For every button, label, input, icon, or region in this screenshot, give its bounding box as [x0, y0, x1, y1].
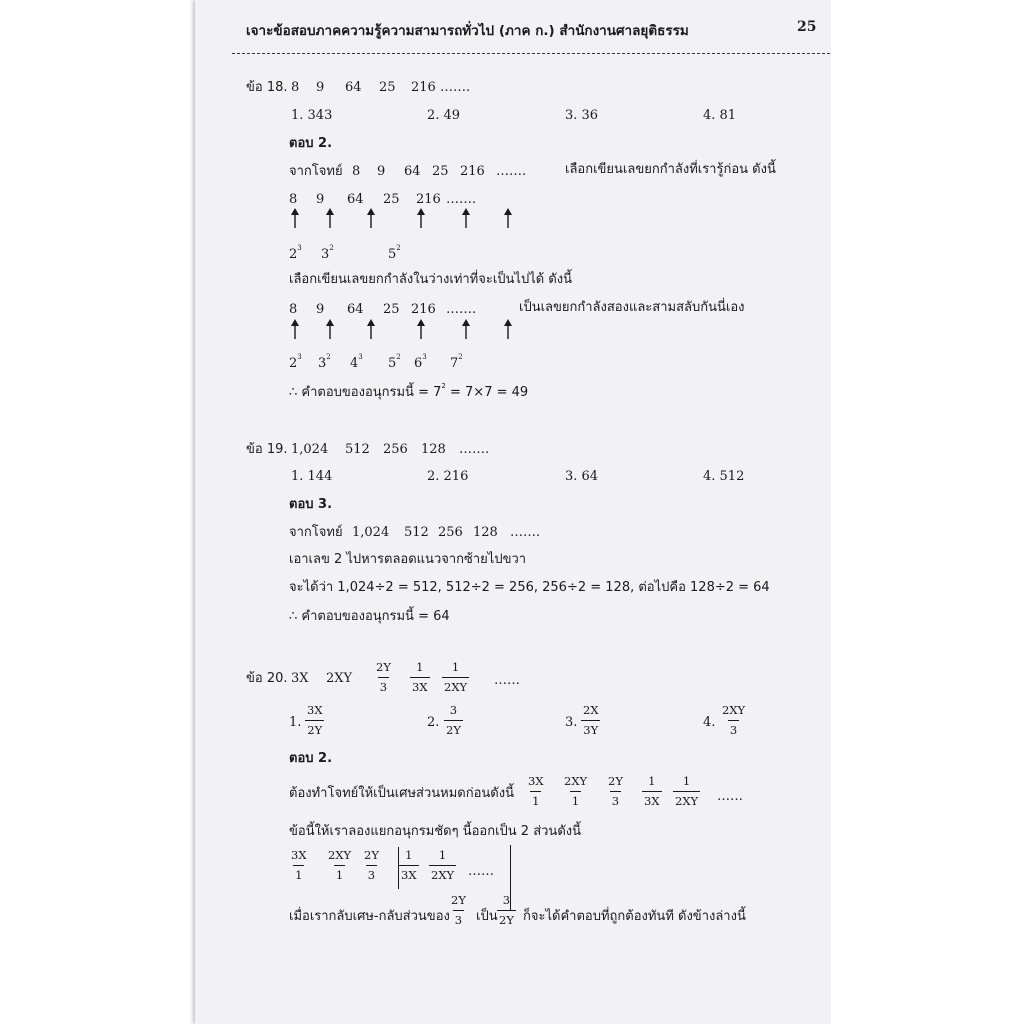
fraction: $\frac{1}{3X}$ [401, 848, 417, 882]
up-arrow-icon [365, 208, 377, 228]
seq-term: …… [468, 864, 494, 879]
choice-3: $\frac{2X}{3Y}$ [583, 703, 599, 737]
fraction: $\frac{2XY}{1}$ [328, 848, 352, 882]
seq-term: 25 [432, 164, 449, 179]
choice-4: 4. 81 [703, 108, 737, 123]
q20-label: ข้อ 20. [246, 671, 288, 686]
fraction: $\frac{2Y}{3}$ [451, 893, 466, 927]
answer: ตอบ 2. [289, 751, 333, 766]
power-term: $3^2$ [321, 244, 334, 262]
seq-term: 128 [473, 525, 498, 540]
conclusion: ∴ คำตอบของอนุกรมนี้ = $7^2 = 7\times 7 = 49$ [289, 382, 529, 400]
seq-term: 9 [316, 80, 325, 95]
seq-term: 64 [345, 80, 362, 95]
choice-1: 1. 343 [291, 108, 333, 123]
up-arrow-icon [415, 319, 427, 339]
up-arrow-icon [289, 319, 301, 339]
choice-2: 2. 49 [427, 108, 461, 123]
seq-term: 9 [316, 302, 325, 317]
fraction: $\frac{1}{3X}$ [644, 774, 660, 808]
fraction: $\frac{1}{3X}$ [412, 660, 428, 694]
fraction: $\frac{2Y}{3}$ [376, 660, 391, 694]
seq-term: 216 [411, 80, 436, 95]
q19-label: ข้อ 19. [246, 442, 288, 457]
page-header: เจาะข้อสอบภาคความรู้ความสามารถทั่วไป (ภาค ก.) สำนักงานศาลยุติธรรม [246, 23, 689, 39]
text-line: จะได้ว่า 1,024÷2 = 512, 512÷2 = 256, 256÷2 = 128, ต่อไปคือ 128÷2 = 64 [289, 580, 770, 595]
text-line: เลือกเขียนเลขยกกำลังที่เรารู้ก่อน ดังนี้ [565, 162, 776, 177]
choice-4-num: 4. [703, 715, 716, 730]
choice-3-num: 3. [565, 715, 578, 730]
choice-1: $\frac{3X}{2Y}$ [307, 703, 323, 737]
choice-2-num: 2. [427, 715, 440, 730]
power-term: $2^3$ [289, 244, 302, 262]
seq-term: 9 [316, 192, 325, 207]
seq-term: 512 [404, 525, 429, 540]
up-arrow-icon [324, 319, 336, 339]
text-line: ต้องทำโจทย์ให้เป็นเศษส่วนหมดก่อนดังนี้ [289, 786, 514, 801]
text-line: เป็นเลขยกกำลังสองและสามสลับกันนี่เอง [519, 300, 745, 315]
answer: ตอบ 2. [289, 136, 333, 151]
seq-term: ……. [446, 302, 477, 317]
power-term: $5^2$ [388, 244, 401, 262]
fraction: $\frac{1}{2XY}$ [675, 774, 699, 808]
seq-term: 256 [383, 442, 408, 457]
up-arrow-icon [502, 208, 514, 228]
fraction: $\frac{3X}{1}$ [291, 848, 307, 882]
seq-term: 512 [345, 442, 370, 457]
seq-term: 64 [347, 302, 364, 317]
seq-term: ……. [510, 525, 541, 540]
answer: ตอบ 3. [289, 497, 333, 512]
text-line: จากโจทย์ [289, 164, 343, 179]
power-term: $5^2$ [388, 353, 401, 371]
seq-term: 8 [352, 164, 361, 179]
seq-term: …… [494, 673, 520, 688]
up-arrow-icon [460, 208, 472, 228]
seq-term: 1,024 [352, 525, 390, 540]
text-line: ข้อนี้ให้เราลองแยกอนุกรมชัดๆ นี้ออกเป็น 2 ส่วนดังนี้ [289, 824, 581, 839]
choice-3: 3. 64 [565, 469, 599, 484]
choice-1-num: 1. [289, 715, 302, 730]
text-line: จากโจทย์ [289, 525, 343, 540]
seq-term: 8 [289, 302, 298, 317]
seq-term: 3X [291, 671, 309, 686]
choice-4: $\frac{2XY}{3}$ [722, 703, 746, 737]
fraction: $\frac{1}{2XY}$ [444, 660, 468, 694]
power-term: $6^3$ [414, 353, 427, 371]
background-left [0, 0, 190, 1024]
choice-2: 2. 216 [427, 469, 469, 484]
seq-term: 9 [377, 164, 386, 179]
up-arrow-icon [289, 208, 301, 228]
page-number: 25 [797, 19, 817, 35]
header-divider [232, 53, 830, 54]
text-line: เลือกเขียนเลขยกกำลังในว่างเท่าที่จะเป็นไปได้ ดังนี้ [289, 272, 573, 287]
up-arrow-icon [365, 319, 377, 339]
fraction: $\frac{1}{2XY}$ [431, 848, 455, 882]
choice-3: 3. 36 [565, 108, 599, 123]
seq-term: …… [717, 789, 743, 804]
up-arrow-icon [415, 208, 427, 228]
up-arrow-icon [460, 319, 472, 339]
seq-term: 216 [416, 192, 441, 207]
seq-term: 25 [379, 80, 396, 95]
text-line: เอาเลข 2 ไปหารตลอดแนวจากซ้ายไปขวา [289, 552, 527, 567]
background-right [831, 0, 1024, 1024]
fraction: $\frac{3}{2Y}$ [499, 893, 514, 927]
choice-2: $\frac{3}{2Y}$ [446, 703, 461, 737]
seq-term: 256 [438, 525, 463, 540]
text-line: ก็จะได้คำตอบที่ถูกต้องทันที ดังข้างล่างนี้ [523, 909, 746, 924]
seq-term: ……. [496, 164, 527, 179]
seq-term: 128 [421, 442, 446, 457]
q18-label: ข้อ 18. [246, 80, 288, 95]
fraction: $\frac{2Y}{3}$ [364, 848, 379, 882]
seq-term: 8 [289, 192, 298, 207]
seq-term: ……. [440, 80, 471, 95]
power-term: $2^3$ [289, 353, 302, 371]
seq-term: 25 [383, 192, 400, 207]
fraction: $\frac{2XY}{1}$ [564, 774, 588, 808]
up-arrow-icon [324, 208, 336, 228]
seq-term: 8 [291, 80, 300, 95]
seq-term: 64 [404, 164, 421, 179]
seq-term: 1,024 [291, 442, 329, 457]
fraction: $\frac{3X}{1}$ [528, 774, 544, 808]
conclusion: ∴ คำตอบของอนุกรมนี้ = 64 [289, 609, 450, 624]
power-term: $7^2$ [450, 353, 463, 371]
seq-term: 216 [460, 164, 485, 179]
choice-4: 4. 512 [703, 469, 745, 484]
seq-term: 25 [383, 302, 400, 317]
seq-term: 64 [347, 192, 364, 207]
seq-term: ……. [459, 442, 490, 457]
power-term: $4^3$ [350, 353, 363, 371]
power-term: $3^2$ [318, 353, 331, 371]
seq-term: ……. [446, 192, 477, 207]
seq-term: 2XY [326, 671, 353, 686]
seq-term: 216 [411, 302, 436, 317]
text-line: เมื่อเรากลับเศษ-กลับส่วนของ [289, 909, 450, 924]
text-line: เป็น [476, 909, 498, 924]
fraction: $\frac{2Y}{3}$ [608, 774, 623, 808]
choice-1: 1. 144 [291, 469, 333, 484]
up-arrow-icon [502, 319, 514, 339]
